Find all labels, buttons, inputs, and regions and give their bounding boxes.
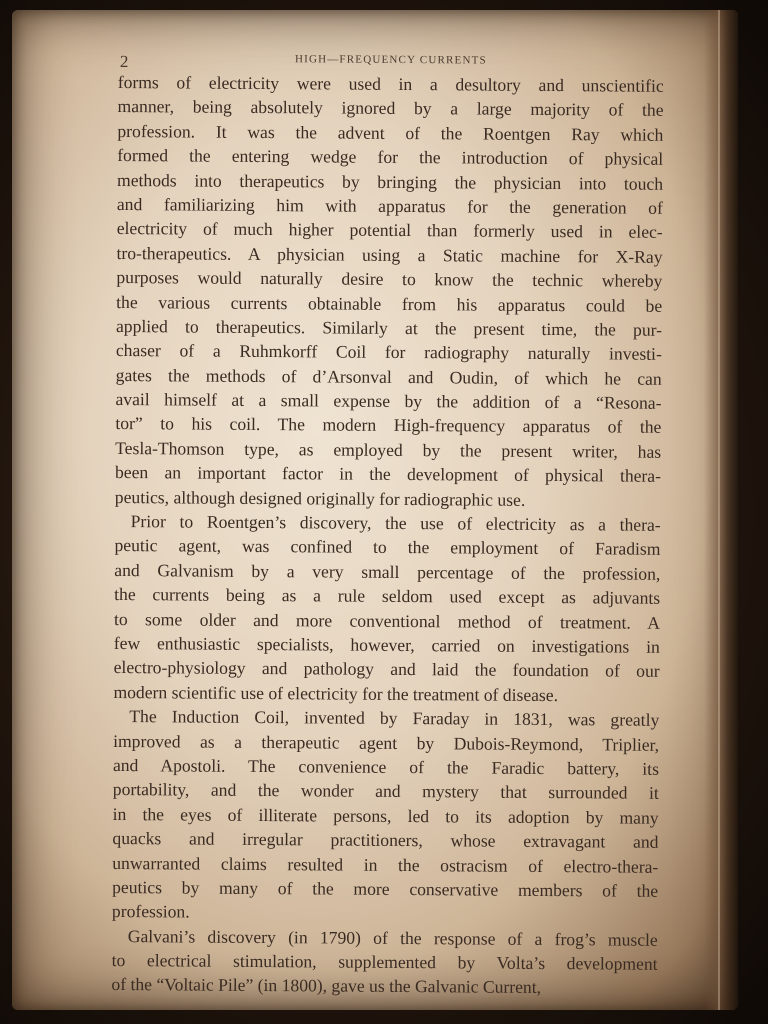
- text-line: Prior to Roentgen’s discovery, the use of electricity as a thera-: [130, 511, 661, 535]
- text-line: few enthusiastic specialists, however, carried on investigations in: [113, 632, 660, 657]
- text-line: profession.: [111, 901, 190, 922]
- text-line: been an important factor in the development of physical thera-: [114, 462, 662, 487]
- text-line: peutics by many of the more conservative members of the: [112, 876, 659, 901]
- text-line: and familiarizing him with apparatus for the generation of: [116, 193, 663, 218]
- text-line: profession. It was the advent of the Roentgen Ray which: [117, 120, 664, 145]
- text-line: electro-physiology and pathology and laid the foundation of our: [113, 657, 660, 682]
- text-line: forms of electricity were used in a desultory and unscientific: [117, 71, 664, 96]
- text-line: manner, being absolutely ignored by a large majority of the: [117, 96, 664, 121]
- running-title: HIGH—FREQUENCY CURRENTS: [294, 53, 487, 67]
- text-line: the various currents obtainable from his apparatus could be: [116, 291, 663, 316]
- page-edge-shadow: [704, 10, 738, 1010]
- text-line: avail himself at a small expense by the addition of a “Resona-: [115, 389, 662, 413]
- page-number: 2: [119, 52, 129, 72]
- text-line: applied to therapeutics. Similarly at the present time, the pur-: [115, 315, 663, 340]
- text-line: improved as a therapeutic agent by Dubois-Reymond, Triplier,: [113, 730, 660, 755]
- text-line: and Apostoli. The convenience of the Faradic battery, its: [112, 754, 660, 779]
- text-line: tor” to his coil. The modern High-frequency apparatus of the: [115, 413, 662, 438]
- text-line: electricity of much higher potential than formerly used in elec-: [116, 218, 663, 243]
- text-line: and Galvanism by a very small percentage of the profession,: [114, 559, 661, 584]
- book-page: [12, 10, 738, 1010]
- text-line: The Induction Coil, invented by Faraday in 1831, was greatly: [129, 706, 660, 730]
- paragraph: [115, 70, 664, 513]
- text-line: chaser of a Ruhmkorff Coil for radiography naturally investi-: [115, 340, 662, 365]
- body-text: [111, 70, 663, 1001]
- text-line: Galvani’s discovery (in 1790) of the response of a frog’s muscle: [127, 925, 658, 950]
- text-line: the currents being as a rule seldom used except as adjuvants: [114, 584, 661, 609]
- paragraph: [112, 704, 660, 927]
- text-line: peutics, although designed originally for radiographic use.: [114, 486, 526, 510]
- text-line: Tesla-Thomson type, as employed by the present writer, has: [115, 437, 662, 462]
- text-line: unwarranted claims resulted in the ostracism of electro-thera-: [112, 852, 659, 877]
- text-line: methods into therapeutics by bringing the physician into touch: [116, 169, 664, 194]
- text-line: in the eyes of illiterate persons, led to its adoption by many: [112, 803, 659, 828]
- text-line: peutic agent, was confined to the employment of Faradism: [114, 535, 661, 560]
- text-line: tro-therapeutics. A physician using a Static machine for X-Ray: [116, 242, 663, 267]
- running-head: [118, 46, 664, 74]
- text-line: gates the methods of d’Arsonval and Oudin, of which he can: [115, 364, 662, 389]
- text-line: of the “Voltaic Pile” (in 1800), gave us the Galvanic Current,: [111, 974, 542, 998]
- text-line: quacks and irregular practitioners, whose extravagant and: [112, 828, 659, 852]
- text-line: purposes would naturally desire to know the technic whereby: [116, 267, 663, 291]
- paragraph: [111, 924, 657, 1001]
- page-text: [111, 46, 664, 1001]
- paragraph: [113, 509, 660, 708]
- text-line: formed the entering wedge for the introduction of physical: [117, 145, 664, 169]
- page-edge-highlight: [718, 10, 720, 1010]
- text-line: modern scientific use of electricity for the treatment of disease.: [113, 681, 559, 705]
- text-line: to electrical stimulation, supplemented by Volta’s development: [111, 950, 658, 974]
- text-line: portability, and the wonder and mystery that surrounded it: [112, 779, 659, 804]
- text-line: to some older and more conventional method of treatment. A: [113, 608, 661, 633]
